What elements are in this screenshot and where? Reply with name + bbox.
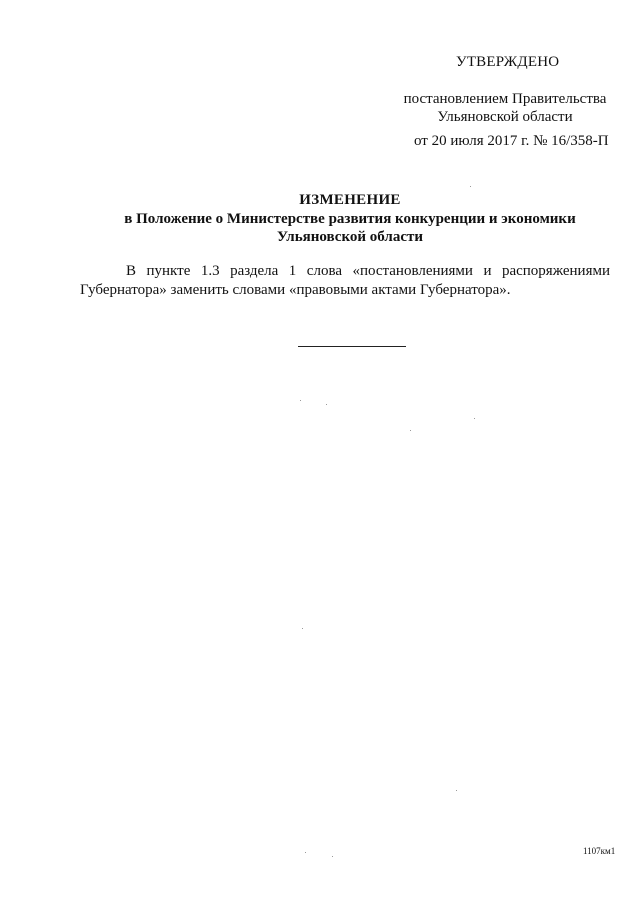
scan-speck (305, 852, 306, 853)
end-separator-line (298, 346, 406, 347)
document-title: ИЗМЕНЕНИЕ (299, 192, 401, 208)
scan-speck (300, 400, 301, 401)
footer-document-code: 1107км1 (583, 846, 616, 856)
approval-line-2: Ульяновской области (437, 109, 573, 125)
subtitle-line-2: Ульяновской области (276, 229, 424, 245)
scan-speck (456, 790, 457, 791)
scan-speck (302, 628, 303, 629)
approval-resolution (385, 90, 625, 126)
approval-heading: УТВЕРЖДЕНО (456, 54, 560, 70)
approval-line-1: постановлением Правительства (403, 91, 607, 107)
scan-speck (332, 856, 333, 857)
approval-date-line: от 20 июля 2017 г. № 16/358-П (414, 133, 609, 149)
document-body-paragraph: В пункте 1.3 раздела 1 слова «постановлениями и распоряжениями Губернатора» заменить словами «правовыми актами Губернатора». (80, 263, 610, 298)
scan-speck (470, 186, 471, 187)
document-subtitle (90, 210, 610, 246)
scan-speck (410, 430, 411, 431)
subtitle-line-1: в Положение о Министерстве развития конкуренции и экономики (124, 211, 576, 227)
scan-speck (474, 418, 475, 419)
scan-speck (326, 404, 327, 405)
